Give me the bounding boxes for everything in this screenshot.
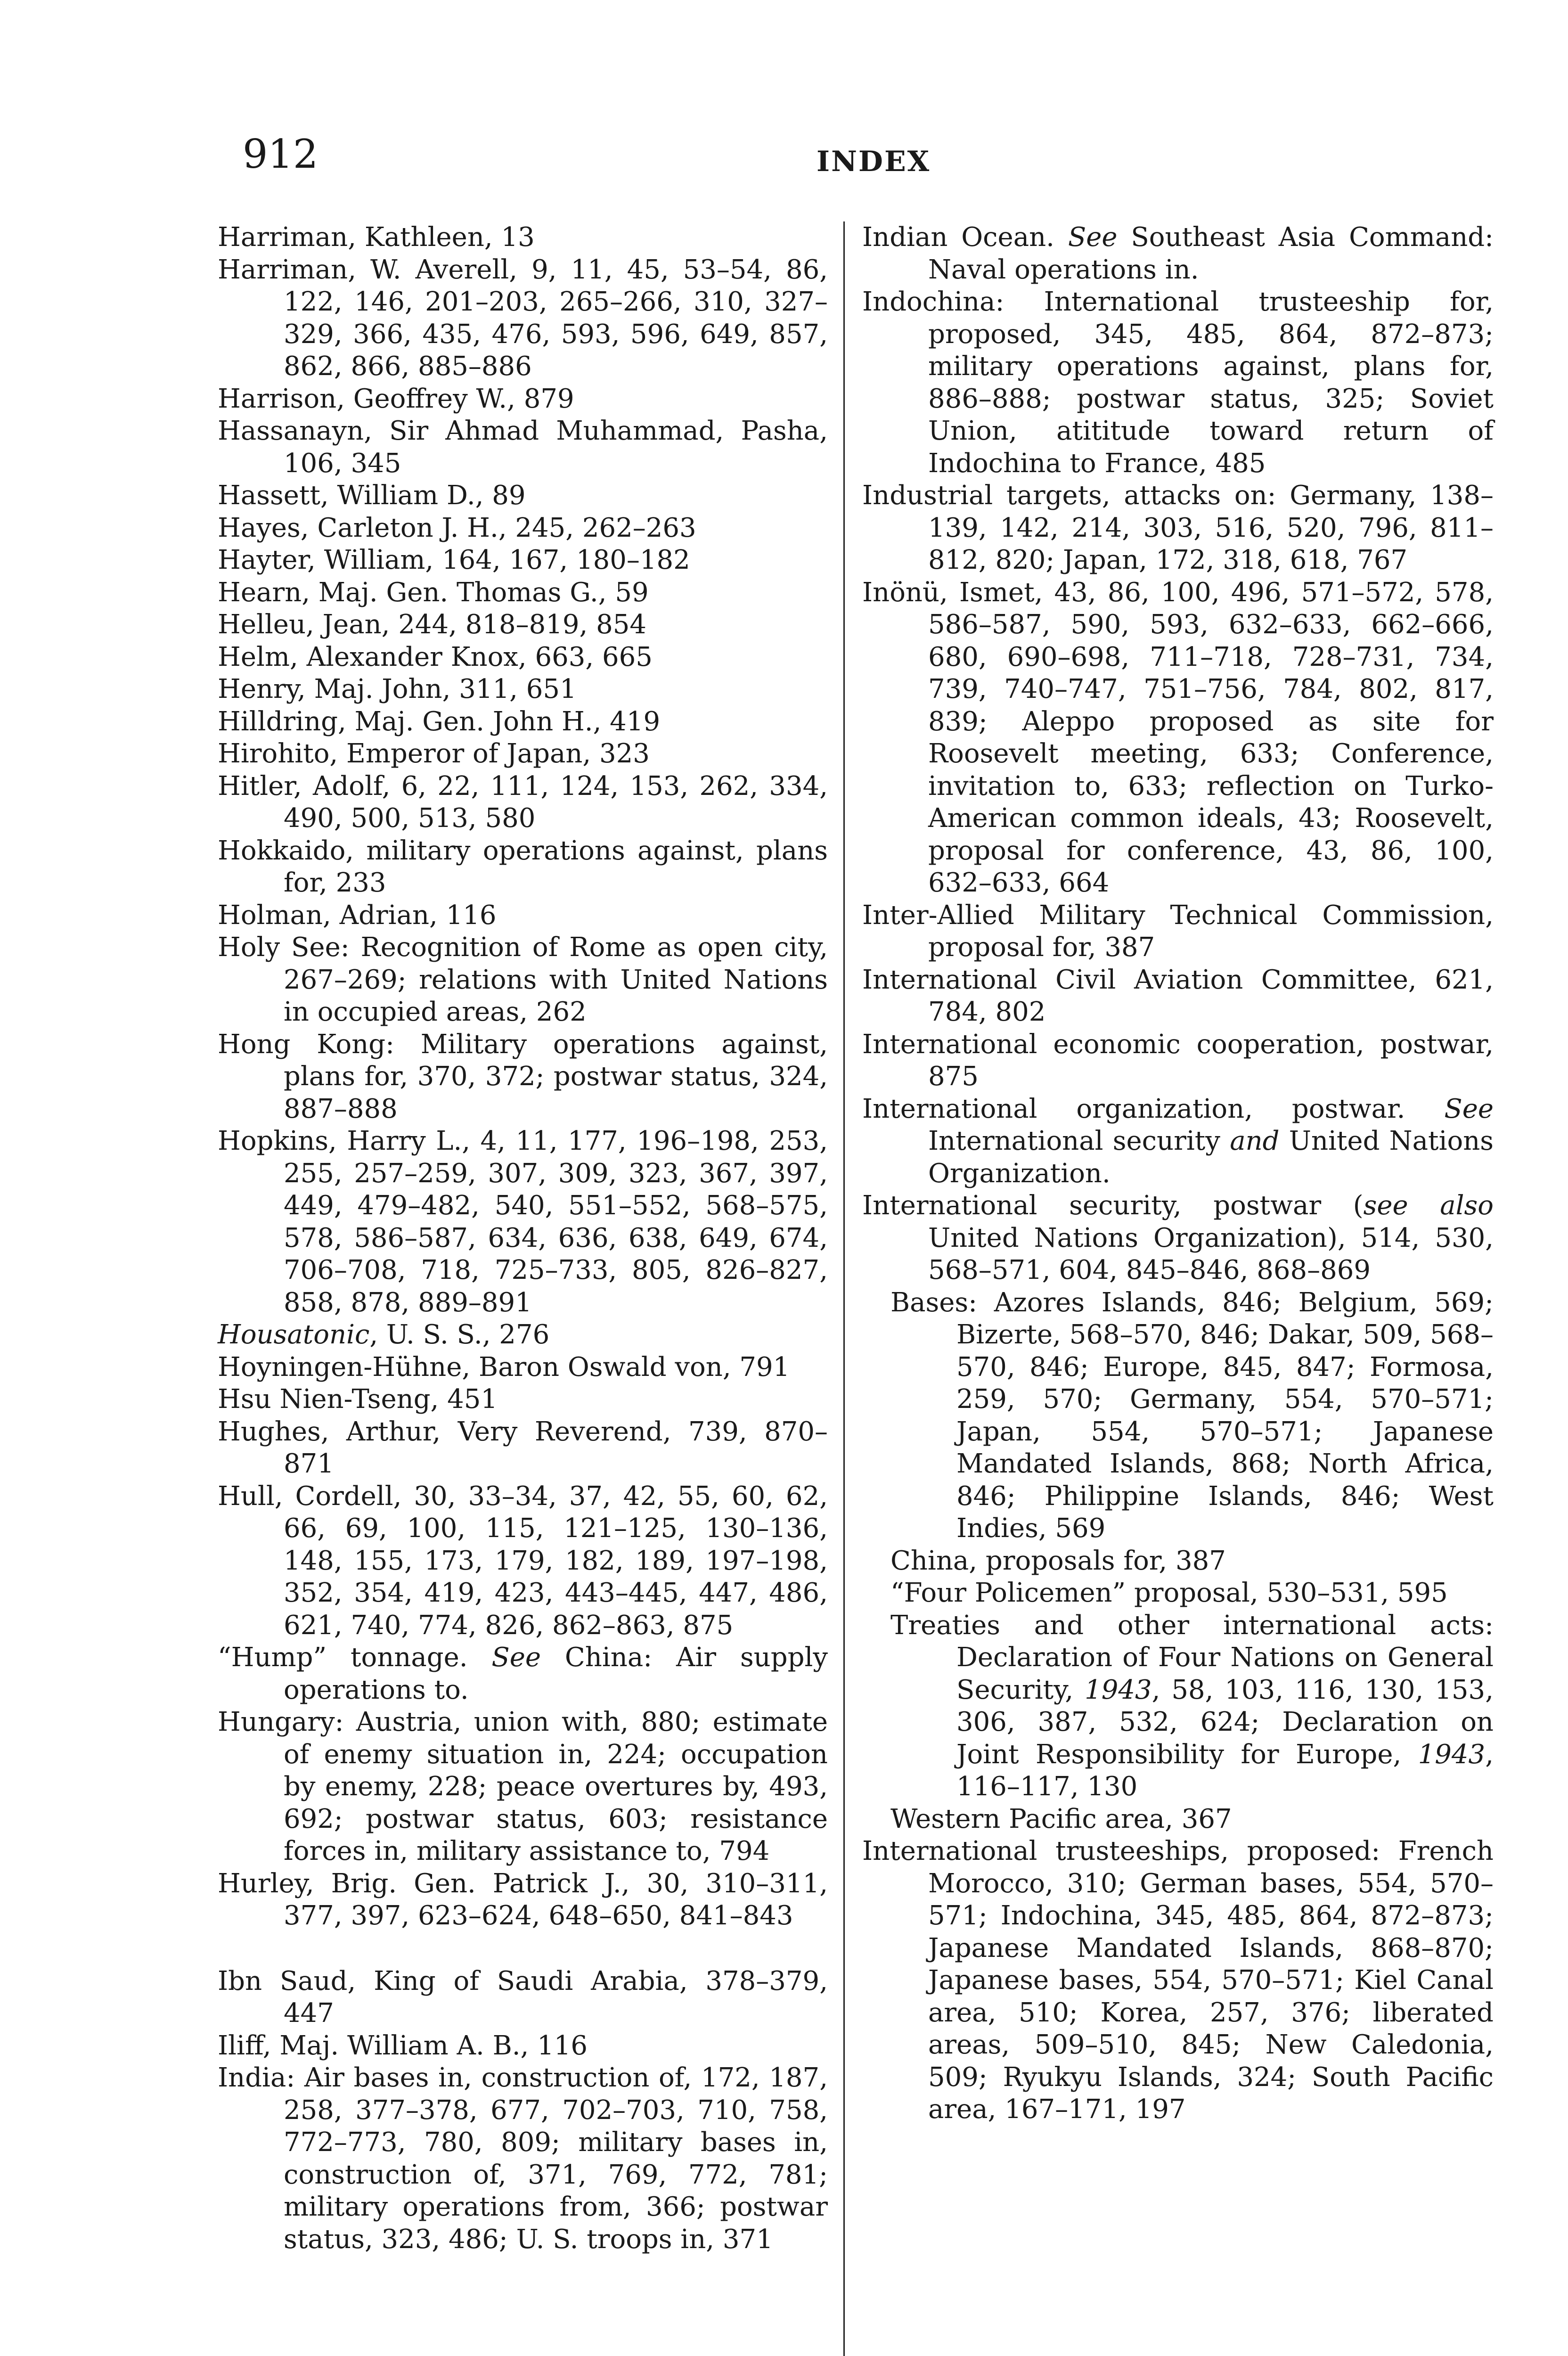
entry-text: “Hump” tonnage. [218,1642,492,1673]
index-entry [862,221,1494,286]
index-entry: Industrial targets, attacks on: Germany, 138–139, 142, 214, 303, 516, 520, 796, 811–812, 820; Japan, 172, 318, 618, 767 [862,480,1494,575]
index-entry: Hirohito, Emperor of Japan, 323 [218,738,650,769]
index-entry: Hassanayn, Sir Ahmad Muhammad, Pasha, 106, 345 [218,416,828,479]
index-entry: Hearn, Maj. Gen. Thomas G., 59 [218,577,649,608]
entry-text: Indian Ocean. [862,222,1068,253]
and-reference: and [1230,1126,1280,1156]
index-subentry [862,1610,1494,1803]
index-entry [218,1642,828,1706]
entry-text: , 116–117, 130 [956,1739,1494,1802]
see-also-reference: see also [1363,1190,1494,1221]
index-entry: Hughes, Arthur, Very Reverend, 739, 870–871 [218,1416,828,1479]
index-entry: Iliff, Maj. William A. B., 116 [218,2030,588,2061]
index-entry: Indochina: International trusteeship for, proposed, 345, 485, 864, 872–873; military operations against, plans for, 886–888; postwar status, 325; Soviet Union, atititude toward return of Indochina to France, 485 [862,286,1494,479]
index-entry: Hayes, Carleton J. H., 245, 262–263 [218,512,696,543]
index-subentry: Bases: Azores Islands, 846; Belgium, 569; Bizerte, 568–570, 846; Dakar, 509, 568–570, 846; Europe, 845, 847; Formosa, 259, 570; Germany, 554, 570–571; Japan, 554, 570–571; Japanese Mandated Islands, 868; North Africa, 846; Philippine Islands, 846; West Indies, 569 [890,1287,1494,1544]
index-entry: Inönü, Ismet, 43, 86, 100, 496, 571–572, 578, 586–587, 590, 593, 632–633, 662–666, 680, 690–698, 711–718, 728–731, 734, 739, 740–747, 751–756, 784, 802, 817, 839; Aleppo proposed as site for Roosevelt meeting, 633; Conference, invitation to, 633; reflection on Turko-American common ideals, 43; Roosevelt, proposal for conference, 43, 86, 100, 632–633, 664 [862,577,1494,898]
entry-text: United Nations Organization. [928,1126,1494,1189]
entry-text: Treaties and other international acts: Declaration of Four Nations on General Security, [890,1610,1494,1705]
index-column-left [218,221,828,2256]
index-column-right [862,221,1494,2126]
year: 1943 [1085,1674,1152,1705]
entry-text: International organization, postwar. [862,1093,1445,1124]
index-entry: Hull, Cordell, 30, 33–34, 37, 42, 55, 60, 62, 66, 69, 100, 115, 121–125, 130–136, 148, 155, 173, 179, 182, 189, 197–198, 352, 354, 419, 423, 443–445, 447, 486, 621, 740, 774, 826, 862–863, 875 [218,1481,828,1641]
index-subentry: China, proposals for, 387 [890,1545,1226,1576]
index-entry: Inter-Allied Military Technical Commission, proposal for, 387 [862,900,1494,963]
letter-group-gap [218,1932,828,1965]
index-subentry: “Four Policemen” proposal, 530–531, 595 [890,1578,1448,1608]
index-entry: Harriman, Kathleen, 13 [218,222,535,253]
entry-text: United Nations Organization), 514, 530, 568–571, 604, 845–846, 868–869 [928,1222,1494,1285]
running-title: INDEX [817,145,931,178]
index-entry: Hayter, William, 164, 167, 180–182 [218,545,690,575]
index-entry: Hilldring, Maj. Gen. John H., 419 [218,706,661,737]
index-entry: India: Air bases in, construction of, 172, 187, 258, 377–378, 677, 702–703, 710, 758, 772–773, 780, 809; military bases in, construction of, 371, 769, 772, 781; military operations from, 366; postwar status, 323, 486; U. S. troops in, 371 [218,2062,828,2255]
entry-text: China: Air supply operations to. [284,1642,828,1705]
index-entry: Hopkins, Harry L., 4, 11, 177, 196–198, 253, 255, 257–259, 307, 309, 323, 367, 397, 449, 479–482, 540, 551–552, 568–575, 578, 586–587, 634, 636, 638, 649, 674, 706–708, 718, 725–733, 805, 826–827, 858, 878, 889–891 [218,1126,828,1318]
index-entry: International Civil Aviation Committee, 621, 784, 802 [862,964,1494,1027]
index-entry: Hungary: Austria, union with, 880; estimate of enemy situation in, 224; occupation by enemy, 228; peace overtures by, 493, 692; postwar status, 603; resistance forces in, military assistance to, 794 [218,1707,828,1866]
index-entry: Hurley, Brig. Gen. Patrick J., 30, 310–311, 377, 397, 623–624, 648–650, 841–843 [218,1868,828,1931]
index-entry: Harrison, Geoffrey W., 879 [218,383,574,414]
index-entry: Henry, Maj. John, 311, 651 [218,674,577,704]
entry-text: , U. S. S., 276 [369,1319,550,1350]
index-entry: Helleu, Jean, 244, 818–819, 854 [218,609,646,640]
index-entry: Hsu Nien-Tseng, 451 [218,1384,498,1415]
column-divider [843,221,845,2356]
index-entry: International trusteeships, proposed: French Morocco, 310; German bases, 554, 570–571; Indochina, 345, 485, 864, 872–873; Japanese Mandated Islands, 868–870; Japanese bases, 554, 570–571; Kiel Canal area, 510; Korea, 257, 376; liberated areas, 509–510, 845; New Caledonia, 509; Ryukyu Islands, 324; South Pacific area, 167–171, 197 [862,1836,1494,2125]
index-entry: Holman, Adrian, 116 [218,900,497,931]
index-entry: Ibn Saud, King of Saudi Arabia, 378–379, 447 [218,1965,828,2029]
index-entry [218,1319,828,1351]
index-entry [862,1093,1494,1190]
index-entry: Helm, Alexander Knox, 663, 665 [218,641,653,672]
see-reference: See [1068,222,1118,253]
year: 1943 [1418,1739,1486,1770]
index-entry: Hong Kong: Military operations against, plans for, 370, 372; postwar status, 324, 887–888 [218,1029,828,1124]
entry-text: International security [928,1126,1230,1156]
entry-text: International security, postwar ( [862,1190,1364,1221]
page-number: 912 [243,131,318,177]
index-entry: Hoyningen-Hühne, Baron Oswald von, 791 [218,1351,790,1383]
index-entry: Harriman, W. Averell, 9, 11, 45, 53–54, 86, 122, 146, 201–203, 265–266, 310, 327–329, 366, 435, 476, 593, 596, 649, 857, 862, 866, 885–886 [218,254,828,382]
index-entry: International economic cooperation, postwar, 875 [862,1029,1494,1092]
index-entry [862,1190,1494,1287]
page-header [0,131,1568,191]
see-reference: See [491,1642,541,1673]
entry-text: , 58, 103, 116, 130, 153, 306, 387, 532, 624; Declaration on Joint Responsibility for Europe, [956,1674,1494,1770]
ship-name: Housatonic [218,1319,370,1350]
index-subentry: Western Pacific area, 367 [890,1803,1232,1834]
index-entry: Hitler, Adolf, 6, 22, 111, 124, 153, 262, 334, 490, 500, 513, 580 [218,770,828,834]
see-reference: See [1444,1093,1494,1124]
index-entry: Hokkaido, military operations against, plans for, 233 [218,835,828,898]
entry-text: Southeast Asia Command: Naval operations in. [928,222,1494,285]
index-entry: Holy See: Recognition of Rome as open city, 267–269; relations with United Nations in occupied areas, 262 [218,932,828,1027]
index-entry: Hassett, William D., 89 [218,480,526,511]
